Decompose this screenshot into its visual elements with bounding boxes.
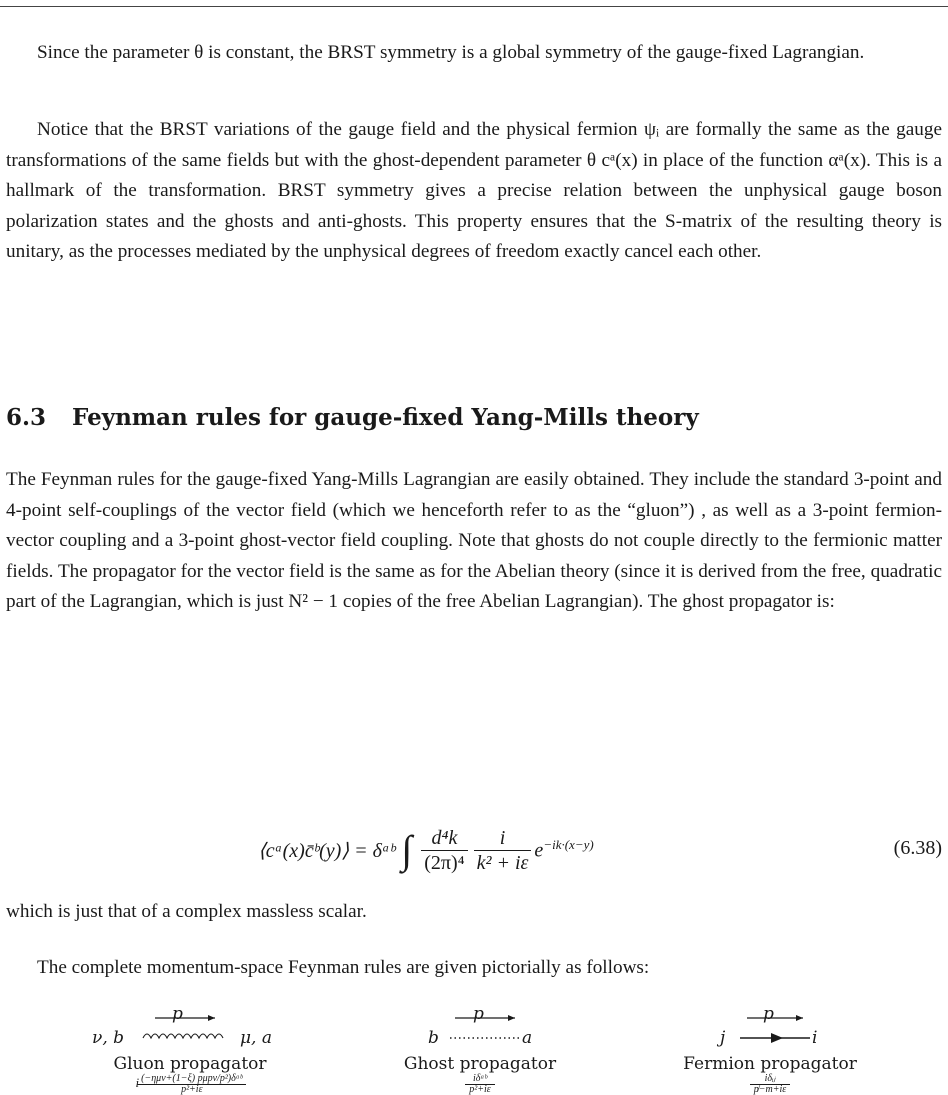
fraction-measure bbox=[421, 826, 467, 875]
paragraph-pictorial-rules: The complete momentum-space Feynman rules are given pictorially as follows: bbox=[37, 957, 650, 978]
top-rule bbox=[0, 6, 948, 7]
ghost-propagator-rule bbox=[330, 1074, 630, 1095]
section-number: 6.3 bbox=[6, 404, 47, 431]
gluon-rule-numerator: (−ημν+(1−ξ) pμpν/p²)δᵃᵇ bbox=[141, 1073, 243, 1084]
fermion-rule-fraction bbox=[752, 1074, 788, 1095]
gluon-rule-prefix: i bbox=[135, 1074, 140, 1090]
exponential-power: −ik·(x−y) bbox=[543, 837, 594, 853]
fermion-caption: Fermion propagator bbox=[683, 1054, 857, 1074]
fraction-propagator-den: k² + iε bbox=[476, 851, 529, 874]
gluon-left-label: ν, b bbox=[92, 1028, 125, 1048]
fraction-propagator bbox=[474, 826, 532, 875]
ghost-left-label: b bbox=[428, 1028, 439, 1048]
fermion-right-label: i bbox=[812, 1028, 818, 1048]
gluon-momentum-label: p bbox=[172, 1004, 183, 1024]
fermion-propagator-rule bbox=[620, 1074, 920, 1095]
section-title: Feynman rules for gauge-fixed Yang-Mills theory bbox=[72, 404, 699, 431]
gluon-right-label: μ, a bbox=[240, 1028, 272, 1048]
exponential: $e^{-ik\cdot(x-y)}$ bbox=[534, 837, 594, 862]
paragraph-brst-global: Since the parameter θ is constant, the BRST symmetry is a global symmetry of the gauge-fixed Lagrangian. bbox=[37, 42, 865, 63]
fermion-rule-denominator: p̸−m+iε bbox=[753, 1084, 787, 1095]
fraction-measure-den: (2π)⁴ bbox=[424, 851, 465, 874]
ghost-rule-numerator: iδᵃᵇ bbox=[472, 1073, 488, 1084]
ghost-right-label: a bbox=[522, 1028, 533, 1048]
paragraph-complex-scalar: which is just that of a complex massless scalar. bbox=[6, 901, 367, 922]
ghost-rule-denominator: p²+iε bbox=[469, 1084, 491, 1095]
gluon-caption: Gluon propagator bbox=[113, 1054, 267, 1074]
equation-lhs: ⟨cᵃ(x)c̄ᵇ(y)⟩ = δᵃᵇ bbox=[258, 839, 396, 862]
fraction-measure-num: d⁴k bbox=[431, 826, 458, 849]
ghost-rule-fraction bbox=[467, 1074, 492, 1095]
paragraph-brst-variations: Notice that the BRST variations of the gauge field and the physical fermion ψᵢ are formally the same as the gauge transformations of the same fields but with the ghost-dependent parameter θ cᵃ(x) in place of the function αᵃ(x). This is a hallmark of the transformation. BRST symmetry gives a precise relation between the unphysical gauge boson polarization states and the ghosts and anti-ghosts. This property ensures that the S-matrix of the resulting theory is unitary, as the processes mediated by the unphysical degrees of freedom exactly cancel each other. bbox=[6, 119, 942, 262]
ghost-caption: Ghost propagator bbox=[403, 1054, 557, 1074]
gluon-propagator-rule bbox=[40, 1074, 340, 1095]
fraction-propagator-num: i bbox=[499, 826, 506, 849]
section-heading bbox=[6, 404, 699, 431]
fermion-left-label: j bbox=[720, 1028, 726, 1048]
equation-ghost-propagator bbox=[0, 820, 948, 880]
gluon-rule-denominator: p²+iε bbox=[181, 1084, 203, 1095]
gluon-rule-fraction bbox=[139, 1074, 244, 1095]
gluon-line-svg bbox=[45, 1010, 335, 1050]
paragraph-feynman-rules-intro: The Feynman rules for the gauge-fixed Yang-Mills Lagrangian are easily obtained. They include the standard 3-point and 4-point self-couplings of the vector field (which we henceforth refer to as the “gluon”) , as well as a 3-point fermion-vector coupling and a 3-point ghost-vector field coupling. Note that ghosts do not couple directly to the fermionic matter fields. The propagator for the vector field is the same as for the Abelian theory (since it is derived from the free, quadratic part of the Lagrangian, which is just N² − 1 copies of the free Abelian Lagrangian). The ghost propagator is: bbox=[6, 469, 942, 612]
fermion-rule-numerator: iδᵢⱼ bbox=[764, 1073, 776, 1084]
fermion-momentum-label: p bbox=[763, 1004, 774, 1024]
ghost-momentum-label: p bbox=[473, 1004, 484, 1024]
equation-label: (6.38) bbox=[893, 837, 942, 859]
integral-sign: ∫ bbox=[401, 827, 413, 872]
